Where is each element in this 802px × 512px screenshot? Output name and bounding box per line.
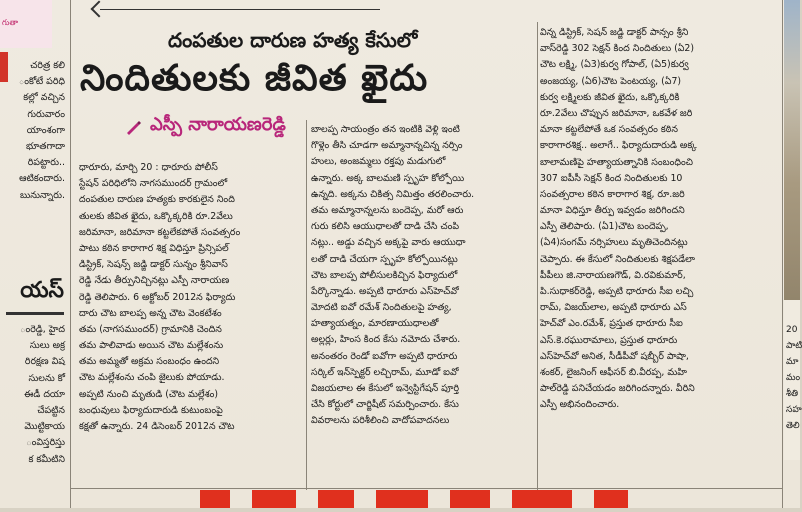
body-line: వివరాలను పరిశీలించి వాదోపవాదనలు <box>311 415 450 427</box>
column-divider <box>537 22 538 492</box>
body-line: వాస్‌రెడ్డి 302 సెక్షన్ కింద నిందితులు (ఏ2) <box>540 43 695 55</box>
body-line: జరిమానా, జరిమానా కట్టలేకపోతే సంవత్సరం <box>79 226 241 238</box>
body-line: బాలామణిపై హత్యాయత్నానికి సంబంధించి <box>540 156 693 168</box>
body-line: కక్షతో ఉన్నారు. 24 డిసెంబర్ 2012న చౌట <box>79 421 235 432</box>
article-column-a <box>79 160 301 435</box>
right-line: తెలి <box>786 421 800 431</box>
article-column-c <box>540 25 780 414</box>
left-section-line: చేపట్టిన <box>37 404 65 416</box>
body-line: డిస్ట్రిక్, సెషన్స్ జడ్జి డాక్టర్ సున్నం శ్రీనివాస్ <box>79 259 228 271</box>
left-line: రిపట్టారు.. <box>27 157 65 169</box>
left-line: యాంశంగా <box>26 124 65 136</box>
left-line: గురువారం <box>27 108 65 120</box>
left-section-line: సులను కో <box>28 372 65 384</box>
left-section-line: క కమీటిని <box>28 453 65 465</box>
body-line: పీపీలు జి.నారాయణగౌడ్, వి.రవికుమార్, <box>540 269 686 281</box>
left-line: బునున్నారు. <box>19 189 65 201</box>
body-line: రామ్, విజయ్‌లాల, అప్పటి ధారూరు ఎస్ <box>540 302 687 314</box>
body-line: రూ.2వేలు చొప్పున జరిమానా, ఒకవేళ జరి <box>540 107 693 119</box>
body-line: తమ పాలివాడు అయిన చౌట మల్లేశంను <box>79 340 224 352</box>
body-line: అంజయ్య, (ఏ6)చౌట పెంటయ్య, (ఏ7) <box>540 75 682 87</box>
body-line: తమ అమ్మానాన్నలను బందెప్ప, మరో ఆరు <box>311 204 464 216</box>
body-line: హెచ్‌వో ఎం.రమేశ్, ప్రస్తుత ధారూరు సీఐ <box>540 318 683 330</box>
left-section-title: యస్ <box>20 278 64 303</box>
body-line: చౌట బాలప్ప పోలీసులకిచ్చిన ఫిర్యాదులో <box>311 269 458 281</box>
body-line: రెడ్డి తెలిపారు. 6 అక్టోబర్ 2012న ఫిర్యాదు <box>79 291 236 303</box>
body-line: తమ (నాగసముందర్) గ్రామానికి చెందిన <box>79 323 222 335</box>
body-line: కారాగారశిక్ష.. అలాగే.. ఫిర్యాదుదారుడి అక్క <box>540 140 697 152</box>
left-section-line: మొట్టికాయ <box>24 421 65 433</box>
body-line: పేర్కొన్నాడు. అప్పటి ధారూరు ఎస్‌హెచ్‌వో <box>311 285 459 297</box>
body-line: బంధువులు ఫిర్యాదుదారుడి కుటుంబంపై <box>79 404 223 416</box>
pen-icon <box>124 118 142 136</box>
left-line: చరిత్ర కలి <box>30 60 65 71</box>
body-line: సంవత్సరాల కఠిన కారాగార శిక్ష, రూ.జరి <box>540 188 685 200</box>
body-line: హత్యాయత్నం, మారణాయుధాలతో <box>311 318 439 330</box>
body-line: సర్కిల్ ఇన్‌స్పెక్టర్ లచ్చిరామ్, మూడో ఐవో <box>311 366 459 378</box>
body-line: మానా విధిస్తూ తీర్పు ఇవ్వడం జరిగిందని <box>540 205 685 217</box>
body-line: అనంతరం రెండో ఐవోగా అప్పటి ధారూరు <box>311 350 458 362</box>
kicker-rule <box>100 9 380 10</box>
left-column-text <box>0 58 68 204</box>
body-line: చౌట లక్ష్మి, (ఏ3)కుర్వ గోపాల్, (ఏ5)కుర్వ <box>540 59 689 71</box>
body-line: దంపతుల దారుణ హత్యకు కారకులైన నింది <box>79 194 235 206</box>
right-line: 20 <box>786 325 798 335</box>
left-section-line: ంవిస్తరిస్తు <box>26 437 65 449</box>
body-line: తమ అమ్మతో అక్రమ సంబంధం ఉందని <box>79 356 220 368</box>
body-line: ఎస్‌హెచ్‌వో అనిత, సీడీపీవో షబ్బీర్ పాషా, <box>540 350 689 362</box>
left-section-line: ంరెడ్డి, హైద <box>20 324 65 335</box>
body-line: మానా కట్టలేపోతే ఒక సంవత్సరం కఠిన <box>540 124 678 136</box>
body-line: హులు, అంజమ్మలు రక్తపు మడుగులో <box>311 156 446 168</box>
left-line: ఆటికందారు. <box>19 173 65 185</box>
body-line: ఎస్.కె.రఘురామాలు, ప్రస్తుత ధారూరు <box>540 334 678 346</box>
body-line: చౌట మల్లేశంను చంపి జైలుకు పోయాడు. <box>79 372 225 384</box>
right-line: సహ <box>786 405 802 415</box>
body-line: గురు కలిసి ఆయుధాలతో దాడి చేసి చంపి <box>311 221 460 233</box>
body-line: శంకర్, లైజనింగ్ ఆఫీసర్ బి.వీరప్ప, మహి <box>540 366 687 378</box>
body-line: రెడ్డి నేడు తీర్పునిచ్చినట్లు ఎస్పీ నారాయణ <box>79 275 230 287</box>
body-line: ఎస్పీ తెలిపారు. (ఏ1)చౌట బందెప్ప, <box>540 221 669 233</box>
right-text-fragment <box>786 322 802 434</box>
body-line: పాల్‌రెడ్డి పనిచేయడం జరిగిందన్నారు. వీరిని <box>540 383 695 395</box>
body-line: (ఏ4)సంగమ్ నర్సిహులు మృతిచెందినట్లు <box>540 237 688 249</box>
body-line: గొళ్లెం తీసి చూడగా అమ్మానాన్నచిన్న నర్సిం <box>311 140 463 152</box>
left-line: ంకోటే పరిధి <box>18 76 65 88</box>
article-column-b <box>311 122 535 430</box>
left-section-line: రిరక్షణ విష <box>24 356 65 368</box>
left-section-line: సులు అక్ర <box>29 340 65 352</box>
body-line: పి.సుధాకర్‌రెడ్డి, అప్పటి ధారూరు సీఐ లచ్చి <box>540 286 694 297</box>
left-ad-fragment <box>0 0 52 48</box>
left-section-text <box>0 322 68 468</box>
body-line: ఉన్నది. అక్కను చికిత్స నిమిత్తం తరలించారు. <box>311 188 475 200</box>
body-line: మోదటి ఐవో రమేశ్ నిందితులపై హత్య, <box>311 302 452 314</box>
body-line: నట్లు.. అడ్డు వచ్చిన అక్కపై వారు ఆయుధా <box>311 237 466 249</box>
body-line: లతో దాడి చేయగా స్పృహ కోల్పోయినట్లు <box>311 253 458 265</box>
left-ad-text: గుతా <box>2 18 19 27</box>
article-headline: నిందితులకు జీవిత ఖైదు <box>80 58 429 99</box>
body-line: విన్న డిస్ట్రిక్, సెషన్ జడ్జి డాక్టర్ పాన్సం శ్రీని <box>540 27 689 38</box>
left-section-rule <box>6 312 64 315</box>
article-subhead: దంపతుల దారుణ హత్య కేసులో <box>168 28 418 52</box>
column-divider <box>70 0 71 508</box>
body-line: బాలప్ప సాయంత్రం తన ఇంటికి వెళ్లి ఇంటి <box>311 124 460 135</box>
right-line: మం <box>786 373 801 383</box>
body-line: చేసి కోర్టులో చార్జిషీట్ సమర్పించారు. కేసు <box>311 399 459 411</box>
bottom-red-headline-fragment <box>200 490 700 508</box>
bottom-rule <box>70 488 782 489</box>
body-line: ఉన్నారు. అక్క బాలమణి స్పృహ కోల్పోయి <box>311 172 465 184</box>
column-divider <box>306 120 307 492</box>
right-line: మా <box>786 357 799 367</box>
right-line: పాటి <box>786 341 802 351</box>
body-line: ఎస్పీ అభినందించారు. <box>540 399 620 411</box>
body-line: స్టేషన్ పరిధిలోని నాగసముందర్ గ్రామంలో <box>79 178 228 190</box>
body-line: తులకు జీవిత ఖైదు, ఒక్కొక్కరికి రూ.2వేలు <box>79 210 233 222</box>
body-line: అప్పటి నుంచి మృతుడి (చౌట మల్లేశం) <box>79 388 219 400</box>
body-line: విజయలాల ఈ కేసులో ఇన్వెస్టిగేషన్ పూర్తి <box>311 383 460 394</box>
body-line: చెప్పారు. ఈ కేసులో నిందితులకు శిక్షపడేలా <box>540 253 695 265</box>
article-byline: ఎస్పీ నారాయణరెడ్డి <box>150 114 286 135</box>
left-section-line: ఈడీ దయా <box>24 388 65 400</box>
right-line: శీతి <box>786 389 798 399</box>
body-line: కుర్వ లక్ష్మిలకు జీవిత ఖైదు, ఒక్కొక్కరికి <box>540 91 680 103</box>
left-line: కల్లో వచ్చిన <box>23 92 65 104</box>
body-line: 307 ఐపీసీ సెక్షన్ కింద నిందితులకు 10 <box>540 172 683 184</box>
body-line: ధారూరు, మార్చి 20 : ధారూరు పోలీస్ <box>79 162 218 173</box>
left-line: భూతగాదా <box>26 140 65 152</box>
body-line: పాటు కఠిన కారాగార శిక్ష విధిస్తూ ప్రిన్సిపల్ <box>79 242 229 254</box>
column-divider <box>782 0 783 508</box>
body-line: దారు చౌట బాలప్ప అన్న చౌట వెంకటేశం <box>79 307 222 319</box>
body-line: అల్లర్లు, హింస కింద కేసు నమోదు చేశారు. <box>311 334 461 346</box>
